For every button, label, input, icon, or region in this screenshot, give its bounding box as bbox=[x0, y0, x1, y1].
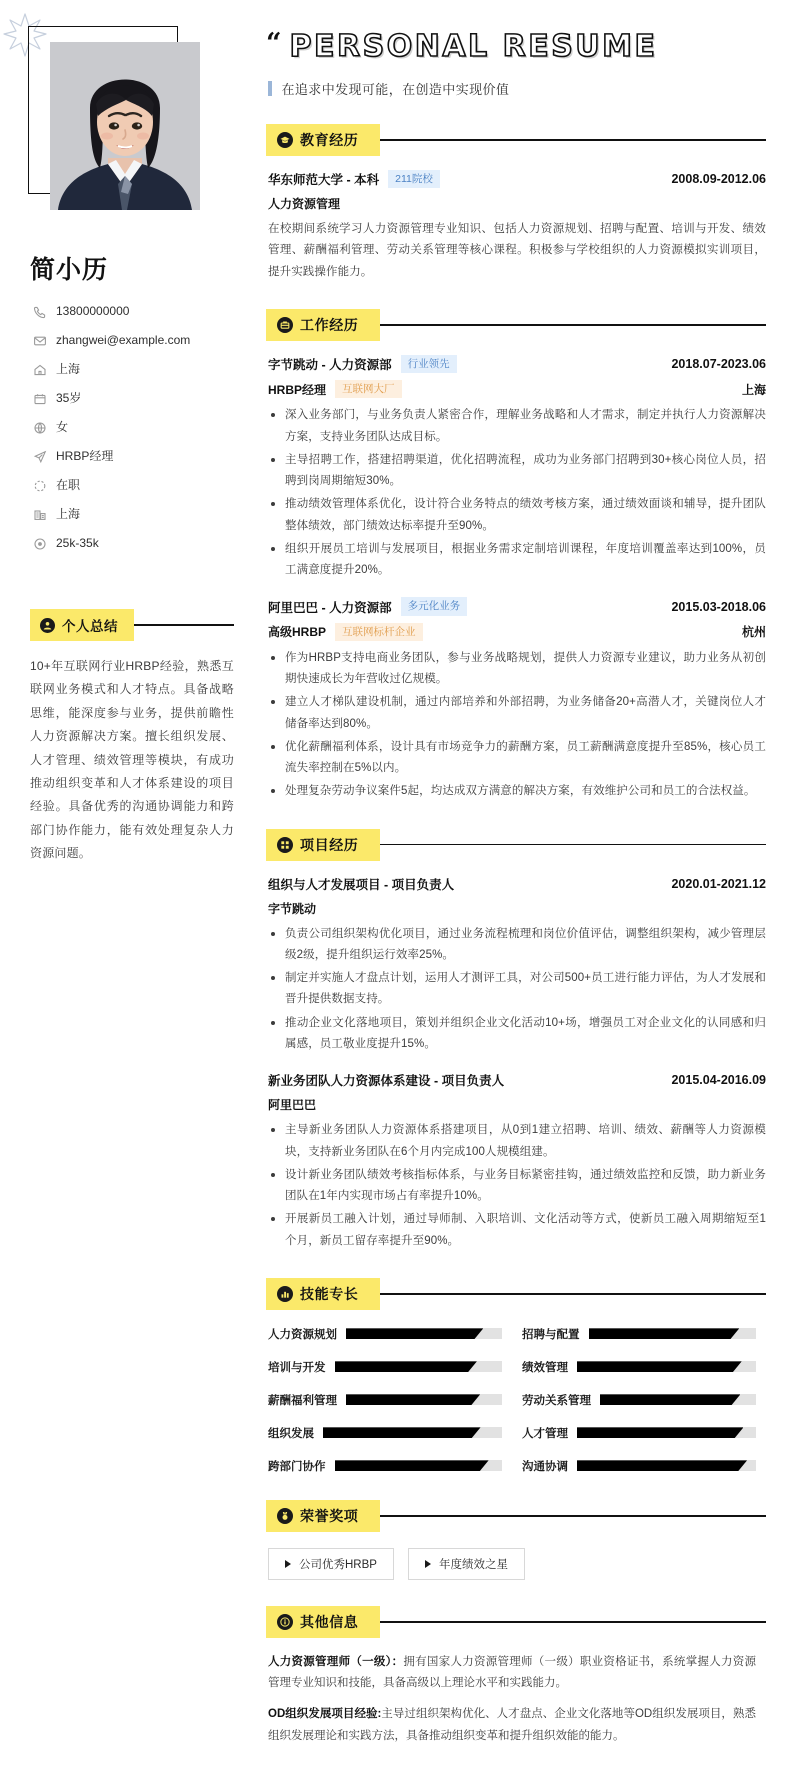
contact-value: 25k-35k bbox=[56, 536, 99, 551]
education-entry-left bbox=[268, 170, 440, 188]
education-title: 教育经历 bbox=[300, 132, 359, 148]
calendar-icon bbox=[32, 391, 47, 406]
honor-item bbox=[408, 1548, 525, 1580]
city-icon bbox=[32, 507, 47, 522]
skill-label: 沟通协调 bbox=[522, 1460, 568, 1473]
skill-label: 绩效管理 bbox=[522, 1361, 568, 1374]
work-entry bbox=[268, 597, 766, 802]
resume-title: PERSONAL RESUME bbox=[289, 29, 658, 64]
divider bbox=[380, 1515, 766, 1516]
salary-icon bbox=[32, 536, 47, 551]
skill-label: 人力资源规划 bbox=[268, 1328, 337, 1341]
grid-icon bbox=[277, 837, 293, 853]
resume-subtitle: 在追求中发现可能，在创造中实现价值 bbox=[281, 82, 510, 97]
list-item: 推动企业文化落地项目，策划并组织企业文化活动10+场，增强员工对企业文化的认同感和归属感，员工敬业度提升15%。 bbox=[268, 1013, 766, 1056]
project-bullets bbox=[268, 924, 766, 1056]
skill-bar-fill bbox=[346, 1328, 483, 1339]
quote-icon: “ bbox=[266, 28, 282, 59]
project-company-row bbox=[268, 1096, 766, 1113]
contact-item-phone bbox=[32, 304, 234, 319]
contact-item-position bbox=[32, 449, 234, 464]
summary-section-header bbox=[30, 609, 234, 641]
contact-value: 上海 bbox=[56, 507, 81, 522]
list-item: 优化薪酬福利体系，设计具有市场竞争力的薪酬方案，员工薪酬满意度提升至85%，核心员工流失率控制在5%以内。 bbox=[268, 737, 766, 780]
contact-value: 上海 bbox=[56, 362, 81, 377]
role-left bbox=[268, 623, 423, 641]
rocket-icon bbox=[32, 449, 47, 464]
summary-text: 10+年互联网行业HRBP经验，熟悉互联网业务模式和人才特点。具备战略思维，能深度参与业务，提供前瞻性人力资源解决方案。擅长组织发展、人才管理、绩效管理等模块，有成功推动组织变革和人才体系建设的项目经验。具备优秀的沟通协调能力和跨部门协作能力，能有效处理复杂人力资源问题。 bbox=[30, 659, 234, 861]
other-chip bbox=[266, 1606, 380, 1638]
other-info-label: 人力资源管理师（一级）： bbox=[268, 1655, 404, 1668]
honors-title: 荣誉奖项 bbox=[300, 1507, 359, 1524]
list-item: 深入业务部门，与业务负责人紧密合作，理解业务战略和人才需求，制定并执行人力资源解决方案，支持业务团队达成目标。 bbox=[268, 405, 766, 448]
skill-bar-fill bbox=[577, 1460, 747, 1471]
role-left bbox=[268, 380, 402, 398]
skill-bar-fill bbox=[577, 1427, 743, 1438]
work-entry-left bbox=[268, 597, 467, 615]
briefcase-icon bbox=[277, 317, 293, 333]
list-item: 主导招聘工作，搭建招聘渠道，优化招聘流程，成功为业务部门招聘到30+核心岗位人员，招聘到岗周期缩短30%。 bbox=[268, 450, 766, 493]
company-badge: 多元化业务 bbox=[401, 597, 468, 615]
honors-chip bbox=[266, 1500, 380, 1532]
skill-row bbox=[268, 1359, 502, 1375]
contact-list bbox=[32, 304, 234, 551]
skill-row bbox=[268, 1392, 502, 1408]
contact-item-city bbox=[32, 507, 234, 522]
skill-label: 跨部门协作 bbox=[268, 1460, 326, 1473]
other-info-text: 主导过组织架构优化、人才盘点、企业文化落地等OD组织发展项目，熟悉组织发展理论和实践方法，具备推动组织变革和提升组织效能的能力。 bbox=[268, 1708, 756, 1742]
gender-icon bbox=[32, 420, 47, 435]
contact-item-home bbox=[32, 362, 234, 377]
company-badge: 行业领先 bbox=[401, 355, 457, 373]
honor-item bbox=[268, 1548, 394, 1580]
medal-icon bbox=[277, 1508, 293, 1524]
divider bbox=[380, 324, 766, 325]
contact-value: 在职 bbox=[56, 478, 81, 493]
skills-section-header bbox=[266, 1278, 766, 1310]
school-badge: 211院校 bbox=[388, 170, 440, 188]
other-info-item bbox=[268, 1652, 756, 1695]
honors-list bbox=[268, 1548, 766, 1580]
list-item: 组织开展员工培训与发展项目，根据业务需求定制培训课程，年度培训覆盖率达到100%，员工满意度提升20%。 bbox=[268, 539, 766, 582]
honor-label: 年度绩效之星 bbox=[438, 1558, 508, 1571]
summary-title: 个人总结 bbox=[62, 619, 118, 634]
summary-chip bbox=[30, 609, 134, 641]
project-chip bbox=[266, 829, 380, 861]
skill-bar-fill bbox=[600, 1394, 740, 1405]
project-date: 2020.01-2021.12 bbox=[671, 876, 766, 891]
list-item: 主导新业务团队人力资源体系搭建项目，从0到1建立招聘、培训、绩效、薪酬等人力资源模块，支持新业务团队在6个月内完成100人规模组建。 bbox=[268, 1120, 766, 1163]
work-entry-row bbox=[268, 355, 766, 373]
other-section-header bbox=[266, 1606, 766, 1638]
mail-icon bbox=[32, 333, 47, 348]
skill-bar-track bbox=[577, 1427, 756, 1438]
divider bbox=[380, 1293, 766, 1294]
list-item: 制定并实施人才盘点计划，运用人才测评工具，对公司500+员工进行能力评估，为人才发展和晋升提供数据支持。 bbox=[268, 968, 766, 1011]
skill-bar-track bbox=[335, 1460, 503, 1471]
school-name: 华东师范大学 - 本科 bbox=[268, 173, 380, 188]
education-chip bbox=[266, 124, 380, 156]
photo-block bbox=[50, 42, 200, 210]
work-location: 上海 bbox=[741, 382, 766, 397]
divider bbox=[380, 844, 766, 845]
work-bullets bbox=[268, 405, 766, 581]
work-location: 杭州 bbox=[741, 625, 766, 640]
info-icon bbox=[277, 1614, 293, 1630]
contact-value: HRBP经理 bbox=[56, 449, 114, 464]
role-name: HRBP经理 bbox=[268, 382, 327, 397]
skill-bar-fill bbox=[577, 1361, 742, 1372]
role-name: 高级HRBP bbox=[268, 625, 327, 640]
other-title: 其他信息 bbox=[300, 1613, 359, 1630]
work-entry-left bbox=[268, 355, 457, 373]
contact-item-salary bbox=[32, 536, 234, 551]
skill-bar-track bbox=[577, 1460, 756, 1471]
divider bbox=[134, 624, 234, 625]
project-company: 阿里巴巴 bbox=[268, 1098, 317, 1113]
skill-label: 劳动关系管理 bbox=[522, 1394, 591, 1407]
skill-bar-track bbox=[600, 1394, 756, 1405]
role-badge: 互联网大厂 bbox=[335, 380, 402, 398]
skill-label: 人才管理 bbox=[522, 1427, 568, 1440]
other-info-item bbox=[268, 1704, 756, 1747]
skill-bar-fill bbox=[323, 1427, 481, 1438]
company-name: 阿里巴巴 - 人力资源部 bbox=[268, 600, 392, 615]
project-name: 新业务团队人力资源体系建设 - 项目负责人 bbox=[268, 1074, 505, 1089]
honors-section-header bbox=[266, 1500, 766, 1532]
company-name: 字节跳动 - 人力资源部 bbox=[268, 358, 392, 373]
skill-row bbox=[522, 1359, 756, 1375]
list-item: 建立人才梯队建设机制，通过内部培养和外部招聘，为业务储备20+高潜人才，关键岗位人才储备率达到80%。 bbox=[268, 692, 766, 735]
phone-icon bbox=[32, 304, 47, 319]
project-entry bbox=[268, 875, 766, 1056]
sidebar bbox=[0, 0, 258, 896]
skill-bar-track bbox=[323, 1427, 502, 1438]
skill-bar-track bbox=[577, 1361, 756, 1372]
project-title: 项目经历 bbox=[300, 836, 359, 853]
accent-bar bbox=[268, 81, 272, 96]
work-section-header bbox=[266, 309, 766, 341]
list-item: 负责公司组织架构优化项目，通过业务流程梳理和岗位价值评估，调整组织架构，减少管理层级2级，提升组织运行效率25%。 bbox=[268, 924, 766, 967]
play-triangle-icon bbox=[285, 1560, 291, 1568]
subtitle-row bbox=[268, 79, 766, 98]
skill-row bbox=[522, 1458, 756, 1474]
project-company-row bbox=[268, 900, 766, 917]
avatar bbox=[50, 42, 200, 210]
chart-icon bbox=[277, 1286, 293, 1302]
person-icon bbox=[40, 618, 55, 633]
work-entry bbox=[268, 355, 766, 581]
contact-value: 35岁 bbox=[56, 391, 82, 406]
list-item: 处理复杂劳动争议案件5起，均达成双方满意的解决方案，有效维护公司和员工的合法权益。 bbox=[268, 781, 766, 802]
skill-bar-fill bbox=[335, 1361, 477, 1372]
work-date: 2018.07-2023.06 bbox=[671, 357, 766, 372]
page-title: 简小历 bbox=[30, 256, 109, 284]
major-row bbox=[268, 195, 766, 212]
cap-icon bbox=[277, 132, 293, 148]
other-info-text: 拥有国家人力资源管理师（一级）职业资格证书，系统掌握人力资源管理专业知识和技能，具备高级以上理论水平和实践能力。 bbox=[268, 1655, 757, 1690]
education-date: 2008.09-2012.06 bbox=[671, 172, 766, 187]
skill-row bbox=[522, 1392, 756, 1408]
education-entry bbox=[268, 170, 766, 283]
skills-title: 技能专长 bbox=[300, 1285, 359, 1302]
list-item: 设计新业务团队绩效考核指标体系，与业务目标紧密挂钩，通过绩效监控和反馈，助力新业务团队在1年内实现市场占有率提升10%。 bbox=[268, 1165, 766, 1208]
role-row bbox=[268, 380, 766, 398]
contact-item-age bbox=[32, 391, 234, 406]
skill-label: 组织发展 bbox=[268, 1427, 314, 1440]
work-bullets bbox=[268, 648, 766, 803]
skill-bar-fill bbox=[346, 1394, 480, 1405]
skill-label: 招聘与配置 bbox=[522, 1328, 580, 1341]
project-company: 字节跳动 bbox=[268, 901, 317, 916]
work-entry-row bbox=[268, 597, 766, 615]
honor-label: 公司优秀HRBP bbox=[299, 1558, 377, 1571]
skill-bar-track bbox=[346, 1328, 502, 1339]
contact-value: 13800000000 bbox=[56, 304, 130, 319]
work-chip bbox=[266, 309, 380, 341]
divider bbox=[380, 1621, 766, 1622]
skill-bar-fill bbox=[335, 1460, 489, 1471]
major-name: 人力资源管理 bbox=[268, 197, 341, 212]
skill-bar-fill bbox=[589, 1328, 740, 1339]
list-item: 作为HRBP支持电商业务团队，参与业务战略规划，提供人力资源专业建议，助力业务从初创期快速成长为年营收过亿规模。 bbox=[268, 648, 766, 691]
project-bullets bbox=[268, 1120, 766, 1252]
role-badge: 互联网标杆企业 bbox=[335, 623, 423, 641]
project-entry-row bbox=[268, 1071, 766, 1089]
skills-chip bbox=[266, 1278, 380, 1310]
home-icon bbox=[32, 362, 47, 377]
work-date: 2015.03-2018.06 bbox=[671, 599, 766, 614]
contact-item-status bbox=[32, 478, 234, 493]
skill-label: 薪酬福利管理 bbox=[268, 1394, 337, 1407]
list-item: 推动绩效管理体系优化，设计符合业务特点的绩效考核方案，通过绩效面谈和辅导，提升团队整体绩效，部门绩效达标率提升至90%。 bbox=[268, 494, 766, 537]
education-description: 在校期间系统学习人力资源管理专业知识、包括人力资源规划、招聘与配置、培训与开发、绩效管理、薪酬福利管理、劳动关系管理等核心课程。积极参与学校组织的人力资源模拟实训项目，提升实践操作能力。 bbox=[268, 223, 766, 278]
project-entry bbox=[268, 1071, 766, 1252]
skills-grid bbox=[268, 1326, 756, 1474]
status-icon bbox=[32, 478, 47, 493]
work-title: 工作经历 bbox=[300, 316, 359, 333]
skill-row bbox=[522, 1326, 756, 1342]
skill-bar-track bbox=[335, 1361, 503, 1372]
skill-row bbox=[522, 1425, 756, 1441]
project-section-header bbox=[266, 829, 766, 861]
contact-item-email bbox=[32, 333, 234, 348]
list-item: 开展新员工融入计划，通过导师制、入职培训、文化活动等方式，使新员工融入周期缩短至1个月，新员工留存率提升至90%。 bbox=[268, 1209, 766, 1252]
education-section-header bbox=[266, 124, 766, 156]
other-info-label: OD组织发展项目经验: bbox=[268, 1708, 382, 1721]
play-triangle-icon bbox=[425, 1560, 431, 1568]
skill-bar-track bbox=[346, 1394, 502, 1405]
skill-row bbox=[268, 1326, 502, 1342]
contact-value: 女 bbox=[56, 420, 69, 435]
main-column bbox=[258, 0, 794, 1787]
project-name: 组织与人才发展项目 - 项目负责人 bbox=[268, 877, 455, 892]
skill-row bbox=[268, 1425, 502, 1441]
divider bbox=[380, 139, 766, 140]
contact-value: zhangwei@example.com bbox=[56, 333, 191, 348]
project-date: 2015.04-2016.09 bbox=[671, 1073, 766, 1088]
skill-bar-track bbox=[589, 1328, 757, 1339]
project-entry-row bbox=[268, 875, 766, 893]
contact-item-gender bbox=[32, 420, 234, 435]
other-info-list bbox=[268, 1652, 756, 1747]
education-entry-row bbox=[268, 170, 766, 188]
resume-header bbox=[266, 30, 766, 63]
role-row bbox=[268, 623, 766, 641]
skill-label: 培训与开发 bbox=[268, 1361, 326, 1374]
skill-row bbox=[268, 1458, 502, 1474]
